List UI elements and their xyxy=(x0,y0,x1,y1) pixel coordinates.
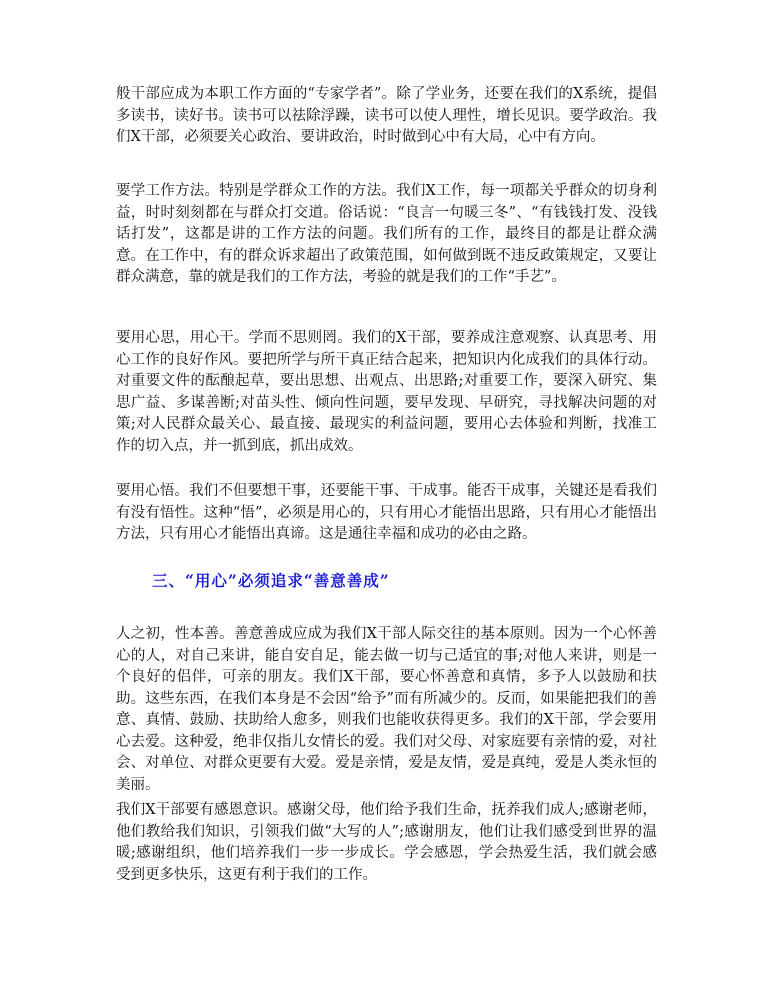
paragraph-study-politics: 般干部应成为本职工作方面的“专家学者”。除了学业务，还要在我们的X系统，提倡多读书，读好书。读书可以祛除浮躁，读书可以使人理性，增长见识。要学政治。我们X干部，必须要关心政治、要讲政治，时时做到心中有大局，心中有方向。 xyxy=(116,86,657,145)
section-heading: 三、“用心”必须追求“善意善成” xyxy=(152,571,390,590)
paragraph-comprehension: 要用心悟。我们不但要想干事，还要能干事、干成事。能否干成事，关键还是看我们有没有悟性。这种“悟”，必须是用心的，只有用心才能悟出思路，只有用心才能悟出方法，只有用心才能悟出真谛。这是通往幸福和成功的必由之路。 xyxy=(116,483,657,542)
paragraph-think-and-act: 要用心思，用心干。学而不思则罔。我们的X干部，要养成注意观察、认真思考、用心工作的良好作风。要把所学与所干真正结合起来，把知识内化成我们的具体行动。对重要文件的酝酿起草，要出思想、出观点、出思路;对重要工作，要深入研究、集思广益、多谋善断;对苗头性、倾向性问题，要早发现、早研究，寻找解决问题的对策;对人民群众最关心、最直接、最现实的利益问题，要用心去体验和判断，找准工作的切入点，并一抓到底，抓出成效。 xyxy=(116,330,657,454)
paragraph-kindness: 人之初，性本善。善意善成应成为我们X干部人际交往的基本原则。因为一个心怀善心的人，对自己来讲，能自安自足，能去做一切与己适宜的事;对他人来讲，则是一个良好的侣伴，可亲的朋友。我们X干部，要心怀善意和真情，多予人以鼓励和扶助。这些东西，在我们本身是不会因“给予”而有所减少的。反而，如果能把我们的善意、真情、鼓励、扶助给人愈多，则我们也能收获得更多。我们的X干部，学会要用心去爱。这种爱，绝非仅指儿女情长的爱。我们对父母、对家庭要有亲情的爱，对社会、对单位、对群众更要有大爱。爱是亲情，爱是友情，爱是真纯，爱是人类永恒的美丽。 xyxy=(116,626,657,793)
paragraph-gratitude: 我们X干部要有感恩意识。感谢父母，他们给予我们生命，抚养我们成人;感谢老师，他们教给我们知识，引领我们做“大写的人”;感谢朋友，他们让我们感受到世界的温暖;感谢组织，他们培养我们一步一步成长。学会感恩，学会热爱生活，我们就会感受到更多快乐，这更有利于我们的工作。 xyxy=(116,802,657,883)
paragraph-work-methods: 要学工作方法。特别是学群众工作的方法。我们X工作，每一项都关乎群众的切身利益，时时刻刻都在与群众打交道。俗话说：“良言一句暖三冬”、“有钱钱打发、没钱话打发”，这都是讲的工作方法的问题。我们所有的工作，最终目的都是让群众满意。在工作中，有的群众诉求超出了政策范围，如何做到既不违反政策规定，又要让群众满意，靠的就是我们的工作方法，考验的就是我们的工作“手艺”。 xyxy=(116,183,657,285)
